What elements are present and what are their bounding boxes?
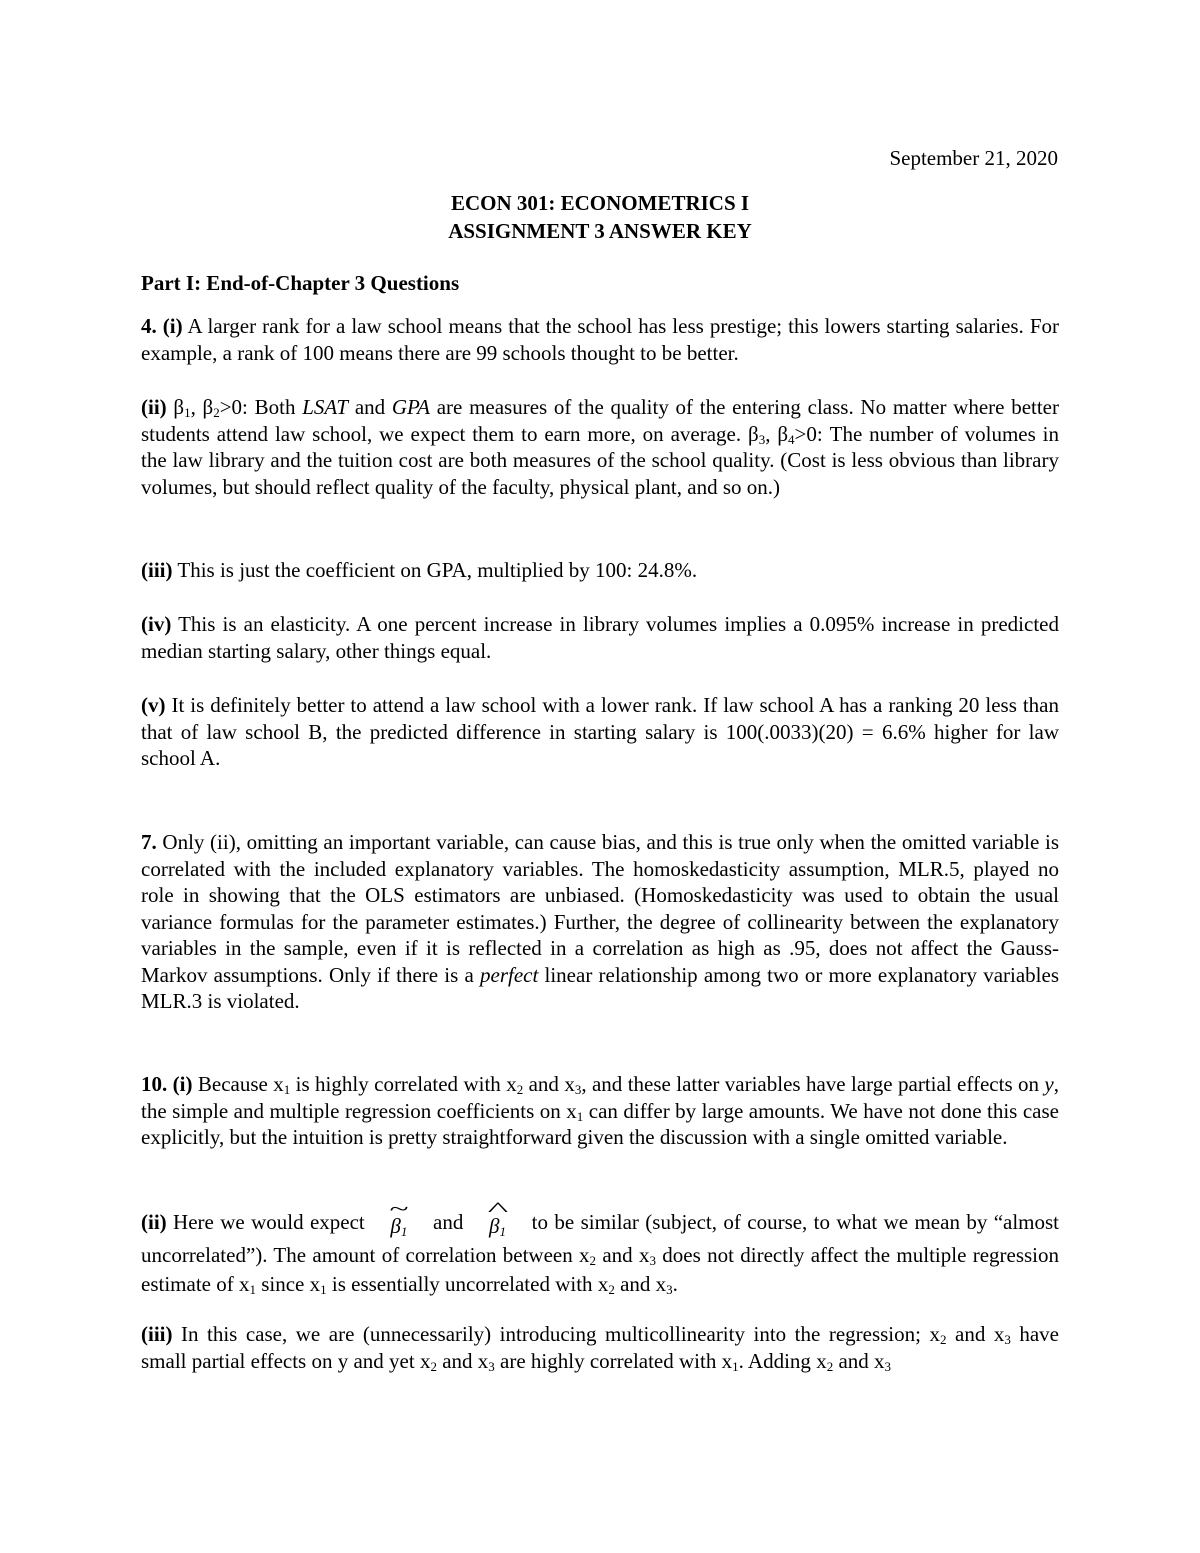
- q10-iii-text: and: [946, 1322, 994, 1346]
- subscript: 1: [184, 405, 191, 420]
- q4-i-label: (i): [162, 314, 183, 338]
- x-var: x: [506, 1072, 517, 1096]
- separator: ,: [765, 421, 778, 446]
- subscript: 1: [400, 1224, 408, 1239]
- q10-i-text: is highly correlated with: [290, 1072, 507, 1096]
- part-heading: Part I: End-of-Chapter 3 Questions: [141, 271, 460, 295]
- beta-symbol: β: [173, 395, 185, 419]
- q7-number: 7.: [141, 830, 157, 854]
- q4-iii-label: (iii): [141, 558, 173, 582]
- q10-iii-text: have small partial effects on y and yet: [141, 1322, 1059, 1373]
- beta-symbol: β: [748, 421, 759, 446]
- q10-ii-text: does not directly affect the multiple regression estimate of: [141, 1243, 1060, 1296]
- x-var: x: [579, 1243, 590, 1267]
- subscript: 2: [589, 1253, 597, 1268]
- subscript: 3: [488, 1358, 495, 1374]
- q10-iii-text: are highly correlated with: [494, 1348, 722, 1373]
- beta-symbol: β: [390, 1214, 401, 1238]
- subscript: 3: [574, 1082, 582, 1097]
- beta-hat-symbol: [483, 1199, 513, 1241]
- q10-part-i: [141, 1071, 1059, 1151]
- x-var: x: [273, 1072, 284, 1096]
- beta-symbol: β: [202, 395, 214, 419]
- subscript: 2: [608, 1282, 615, 1297]
- q10-i-label: (i): [172, 1072, 193, 1096]
- q10-iii-text: . Adding: [738, 1348, 817, 1373]
- x-var: x: [309, 1272, 321, 1296]
- q10-i-text: and: [523, 1072, 565, 1096]
- q4-iv-text: This is an elasticity. A one percent increase in library volumes implies a 0.095% increase in predicted median starting salary, other things equal.: [141, 612, 1059, 663]
- q4-iv-label: (iv): [141, 612, 172, 636]
- x-var: x: [816, 1348, 827, 1373]
- tilde-accent: ~: [389, 1196, 409, 1221]
- q10-i-text: , the simple and multiple regression coefficients on: [141, 1072, 1059, 1123]
- q10-i-text: , and these latter variables have large partial effects on: [581, 1072, 1045, 1096]
- course-title: ECON 301: ECONOMETRICS I: [450, 191, 750, 215]
- q4-ii-text: >0: The number of volumes in the law library and the tuition cost are both measures of the school quality. (Cost is less obvious than library volumes, but should reflect quality of the faculty, physical plant, and so on.): [141, 421, 1060, 499]
- separator: ,: [190, 395, 203, 419]
- q4-part-iv: [141, 611, 1059, 664]
- q4-part-ii: [141, 394, 1059, 500]
- subscript: 4: [788, 431, 795, 447]
- q4-ii-text: >0: Both: [219, 395, 303, 419]
- q10-number: 10.: [141, 1072, 168, 1096]
- y-var: y: [1044, 1072, 1054, 1096]
- q10-ii-text: .: [672, 1272, 678, 1296]
- beta-symbol: β: [489, 1214, 500, 1238]
- q4-ii-text: are measures of the quality of the entering class. No matter where better students attend law school, we expect them to earn more, on average.: [141, 395, 1059, 446]
- q4-part-v: [141, 692, 1059, 772]
- subscript: 1: [283, 1082, 291, 1097]
- q7-text: Only (ii), omitting an important variable, can cause bias, and this is true only when the omitted variable is correlated with the included explanatory variables. The homoskedasticity assumption, MLR.5, played no role in showing that the OLS estimators are unbiased. (Homoskedasticity was used to obtain the usual variance formulas for the parameter estimates.) Further, the degree of collinearity between the explanatory variables in the sample, even if it is reflected in a correlation as high as .95, does not affect the Gauss-Markov assumptions. Only if there is a: [141, 830, 1059, 987]
- x-var: x: [564, 1072, 575, 1096]
- subscript: 1: [320, 1282, 327, 1297]
- q10-ii-text: and: [614, 1272, 656, 1296]
- x-var: x: [655, 1272, 667, 1296]
- subscript: 1: [249, 1282, 256, 1297]
- hat-accent: ^: [487, 1199, 508, 1221]
- x-var: x: [238, 1272, 250, 1296]
- q10-ii-text: Here we would expect: [166, 1210, 372, 1234]
- q10-ii-text: to be similar (subject, of course, to what we mean by “almost uncorrelated”). The amount of correlation between: [141, 1210, 1060, 1267]
- q10-i-text: can differ by large amounts. We have not done this case explicitly, but the intuition is pretty straightforward given the discussion with a single omitted variable.: [141, 1098, 1059, 1149]
- q10-part-ii: [141, 1196, 1060, 1299]
- q4-ii-label: (ii): [141, 395, 167, 419]
- q10-iii-text: and: [833, 1348, 875, 1373]
- q10-iii-text: In this case, we are (unnecessarily) introducing multicollinearity into the regression;: [172, 1322, 930, 1346]
- x-var: x: [477, 1348, 489, 1373]
- q4-v-label: (v): [141, 693, 166, 717]
- document-date: September 21, 2020: [889, 146, 1058, 170]
- q10-ii-text: since: [255, 1272, 310, 1296]
- q4-iii-text: This is just the coefficient on GPA, multiplied by 100: 24.8%.: [177, 558, 698, 582]
- subscript: 2: [516, 1082, 524, 1097]
- q10-ii-text: and: [596, 1243, 639, 1267]
- x-var: x: [993, 1322, 1005, 1346]
- q10-part-iii: [141, 1321, 1059, 1374]
- subscript: 3: [758, 431, 766, 447]
- x-var: x: [874, 1348, 885, 1373]
- q4-v-text: It is definitely better to attend a law school with a lower rank. If law school A has a ranking 20 less than that of law school B, the predicted difference in starting salary is 100(.0033)(20) = 6.6% higher for law school A.: [141, 693, 1060, 770]
- subscript: 2: [939, 1332, 947, 1347]
- assignment-title: ASSIGNMENT 3 ANSWER KEY: [448, 219, 752, 243]
- q4-i-text: A larger rank for a law school means that the school has less prestige; this lowers starting salaries. For example, a rank of 100 means there are 99 schools thought to be better.: [141, 314, 1059, 365]
- subscript: 3: [1004, 1332, 1011, 1347]
- beta-tilde-symbol: [384, 1196, 414, 1241]
- q4-part-i: [141, 313, 1059, 366]
- q10-ii-text: and: [426, 1210, 470, 1234]
- x-var: x: [639, 1243, 650, 1267]
- x-var: x: [566, 1098, 577, 1123]
- q10-ii-text: is essentially uncorrelated with: [326, 1272, 598, 1296]
- document-header: [0, 189, 1200, 245]
- subscript: 2: [826, 1358, 834, 1374]
- subscript: 3: [884, 1358, 892, 1374]
- beta-symbol: β: [777, 421, 789, 446]
- x-var: x: [597, 1272, 609, 1296]
- q4-number: 4.: [141, 314, 157, 338]
- q4-part-iii: [141, 557, 1059, 584]
- gpa-term: GPA: [391, 395, 430, 419]
- subscript: 3: [649, 1253, 656, 1268]
- q7-answer: [141, 829, 1059, 1015]
- subscript: 2: [430, 1358, 437, 1374]
- subscript: 1: [732, 1358, 739, 1374]
- q10-i-text: Because: [192, 1072, 274, 1096]
- perfect-term: perfect: [480, 962, 539, 987]
- q10-iii-text: and: [436, 1348, 478, 1373]
- q10-ii-label: (ii): [141, 1210, 167, 1234]
- subscript: 2: [213, 405, 220, 420]
- x-var: x: [929, 1322, 940, 1346]
- q10-iii-label: (iii): [141, 1322, 173, 1346]
- subscript: 1: [499, 1224, 506, 1239]
- x-var: x: [419, 1348, 431, 1373]
- q4-ii-text: and: [348, 395, 392, 419]
- x-var: x: [721, 1348, 733, 1373]
- subscript: 1: [576, 1108, 584, 1124]
- q7-text: linear relationship among two or more explanatory variables MLR.3 is violated.: [141, 962, 1059, 1013]
- lsat-term: LSAT: [302, 395, 349, 419]
- subscript: 3: [666, 1282, 673, 1297]
